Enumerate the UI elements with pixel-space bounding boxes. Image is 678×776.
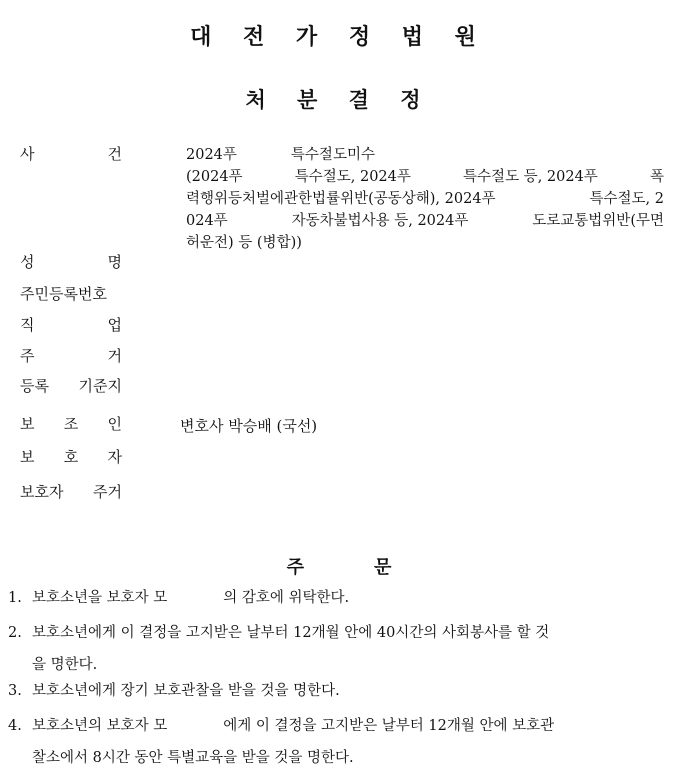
case-segment: 특수절도, 2024푸 — [294, 169, 411, 185]
job-label-part: 업 — [107, 316, 122, 334]
guardian-label-part: 자 — [107, 448, 122, 466]
case-segment: 폭 — [649, 169, 664, 185]
case-segment: 력행위등처벌에관한법률위반(공동상해), 2024푸 — [186, 191, 496, 207]
order-heading-part: 주 — [286, 557, 304, 578]
case-label-part: 사 — [20, 145, 35, 163]
case-description — [186, 144, 664, 254]
registry-label-part: 등록 — [20, 377, 49, 395]
case-segment: 특수절도, 2 — [589, 191, 664, 207]
case-charge: 특수절도미수 — [290, 147, 375, 163]
name-label — [20, 251, 122, 272]
order-item-number: 4. — [8, 718, 22, 734]
order-item-number: 3. — [8, 683, 22, 699]
helper-value: 변호사 박승배 (국선) — [180, 417, 318, 435]
address-label — [20, 345, 122, 366]
order-item-number: 2. — [8, 625, 22, 641]
case-line — [186, 210, 664, 232]
job-label — [20, 314, 122, 335]
rrn-label — [20, 283, 122, 304]
helper-label-part: 인 — [107, 415, 122, 433]
order-item-text: 에게 이 결정을 고지받은 날부터 12개월 안에 보호관 — [223, 718, 555, 734]
guardian-label-part: 호 — [63, 448, 79, 466]
case-line — [186, 144, 664, 166]
case-line — [186, 166, 664, 188]
guardian-address-label-part: 보호자 — [20, 483, 64, 501]
document-title: 처 분 결 정 — [245, 88, 433, 112]
name-label-part: 명 — [107, 253, 122, 271]
case-line — [186, 232, 664, 254]
order-item-4 — [8, 716, 666, 768]
helper-label — [20, 413, 122, 434]
rrn-label-text: 주민등록번호 — [20, 285, 107, 303]
order-item-continuation: 을 명한다. — [32, 657, 98, 673]
case-segment: 자동차불법사용 등, 2024푸 — [291, 213, 469, 229]
order-item-text: 보호소년을 보호자 모 — [32, 590, 168, 606]
order-item-continuation: 찰소에서 8시간 동안 특별교육을 받을 것을 명한다. — [32, 750, 354, 766]
case-segment: 024푸 — [186, 213, 228, 229]
order-item-1 — [8, 588, 666, 608]
guardian-address-label-part: 주거 — [93, 483, 122, 501]
guardian-label — [20, 446, 122, 467]
order-heading-part: 문 — [374, 557, 392, 578]
case-segment: 특수절도 등, 2024푸 — [463, 169, 598, 185]
case-label-part: 건 — [107, 145, 122, 163]
case-segment: 허운전) 등 (병합)) — [186, 235, 302, 251]
order-item-text: 보호소년에게 이 결정을 고지받은 날부터 12개월 안에 40시간의 사회봉사를 할 것 — [32, 625, 550, 641]
address-label-part: 주 — [20, 347, 35, 365]
guardian-address-label — [20, 481, 122, 502]
case-segment: (2024푸 — [186, 169, 243, 185]
order-item-2 — [8, 623, 666, 675]
order-heading — [0, 553, 678, 579]
order-item-3 — [8, 681, 666, 701]
order-item-text: 의 감호에 위탁한다. — [223, 590, 350, 606]
address-label-part: 거 — [107, 347, 122, 365]
case-label — [20, 143, 122, 164]
helper-label-part: 보 — [20, 415, 35, 433]
name-label-part: 성 — [20, 253, 35, 271]
court-name: 대 전 가 정 법 원 — [190, 25, 488, 50]
order-item-text: 보호소년에게 장기 보호관찰을 받을 것을 명한다. — [32, 683, 340, 699]
guardian-label-part: 보 — [20, 448, 35, 466]
order-item-text: 보호소년의 보호자 모 — [32, 718, 168, 734]
case-line — [186, 188, 664, 210]
helper-label-part: 조 — [63, 415, 79, 433]
job-label-part: 직 — [20, 316, 35, 334]
order-item-number: 1. — [8, 590, 22, 606]
case-number: 2024푸 — [186, 147, 237, 163]
registry-label-part: 기준지 — [78, 377, 122, 395]
case-segment: 도로교통법위반(무면 — [532, 213, 664, 229]
registry-label — [20, 375, 122, 396]
